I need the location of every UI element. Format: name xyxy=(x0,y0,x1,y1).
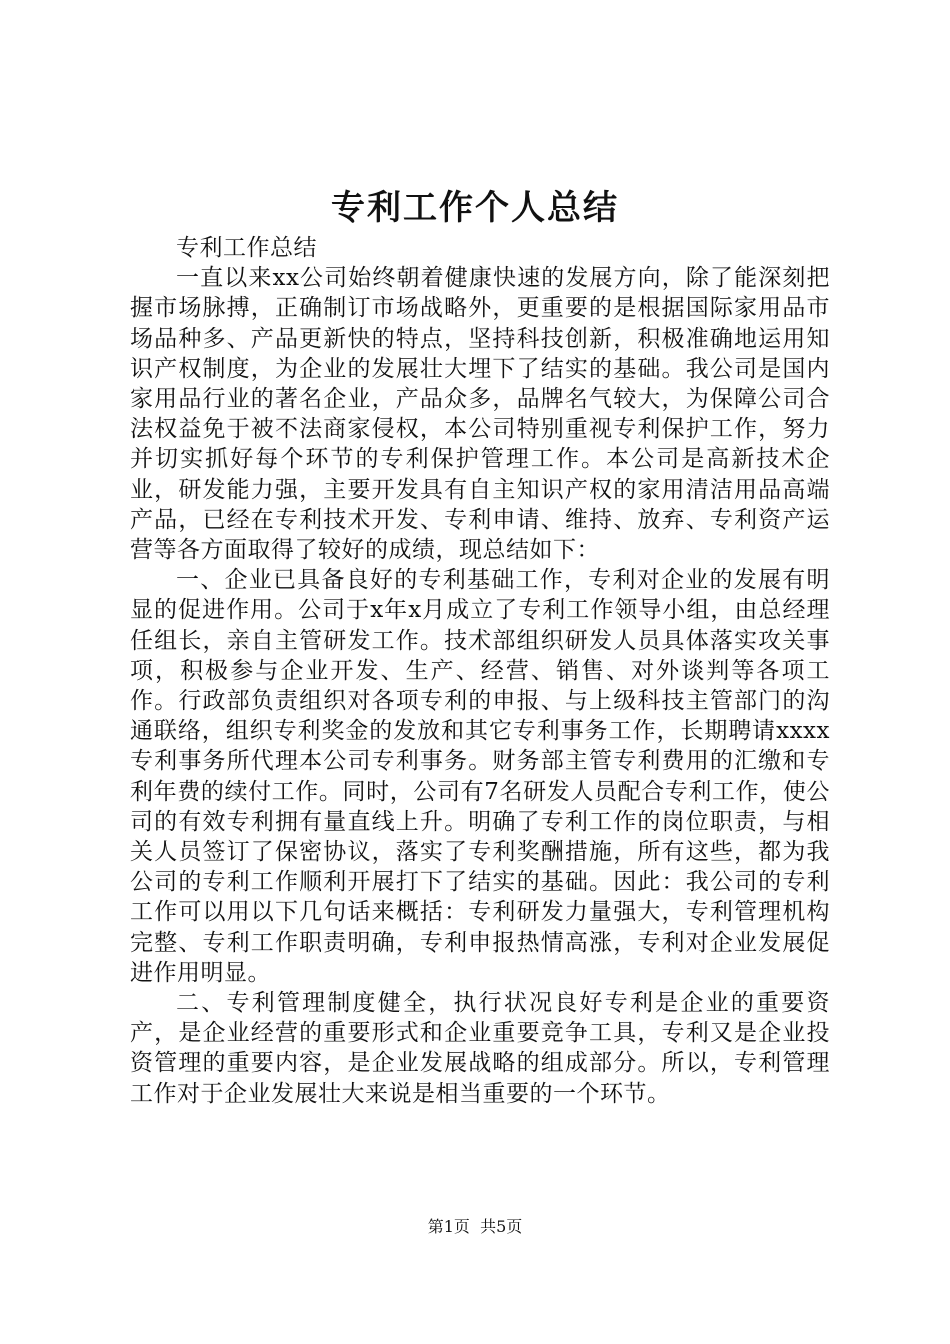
page-title: 专利工作个人总结 xyxy=(331,188,619,228)
paragraph-section-1: 一、企业已具备良好的专利基础工作，专利对企业的发展有明显的促进作用。公司于x年x月成立了专利工作领导小组，由总经理任组长，亲自主管研发工作。技术部组织研发人员具体落实攻关事项，积极参与企业开发、生产、经营、销售、对外谈判等各项工作。行政部负责组织对各项专利的申报、与上级科技主管部门的沟通联络，组织专利奖金的发放和其它专利事务工作，长期聘请xxxx专利事务所代理本公司专利事务。财务部主管专利费用的汇缴和专利年费的续付工作。同时，公司有7名研发人员配合专利工作，使公司的有效专利拥有量直线上升。明确了专利工作的岗位职责，与相关人员签订了保密协议，落实了专利奖酬措施，所有这些，都为我公司的专利工作顺利开展打下了结实的基础。因此：我公司的专利工作可以用以下几句话来概括：专利研发力量强大，专利管理机构完整、专利工作职责明确，专利申报热情高涨，专利对企业发展促进作用明显。 xyxy=(130,567,830,986)
page-footer xyxy=(0,1216,950,1238)
paragraph-subtitle: 专利工作总结 xyxy=(176,235,317,261)
document-body xyxy=(130,233,830,1109)
page-number: 第1页 共5页 xyxy=(427,1217,523,1236)
paragraph-section-2: 二、专利管理制度健全，执行状况良好专利是企业的重要资产，是企业经营的重要形式和企业重要竞争工具，专利又是企业投资管理的重要内容，是企业发展战略的组成部分。所以，专利管理工作对于企业发展壮大来说是相当重要的一个环节。 xyxy=(130,990,830,1107)
paragraph-intro: 一直以来xx公司始终朝着健康快速的发展方向，除了能深刻把握市场脉搏，正确制订市场战略外，更重要的是根据国际家用品市场品种多、产品更新快的特点，坚持科技创新，积极准确地运用知识产权制度，为企业的发展壮大埋下了结实的基础。我公司是国内家用品行业的著名企业，产品众多，品牌名气较大，为保障公司合法权益免于被不法商家侵权，本公司特别重视专利保护工作，努力并切实抓好每个环节的专利保护管理工作。本公司是高新技术企业，研发能力强，主要开发具有自主知识产权的家用清洁用品高端产品，已经在专利技术开发、专利申请、维持、放弃、专利资产运营等各方面取得了较好的成绩，现总结如下： xyxy=(130,265,830,564)
